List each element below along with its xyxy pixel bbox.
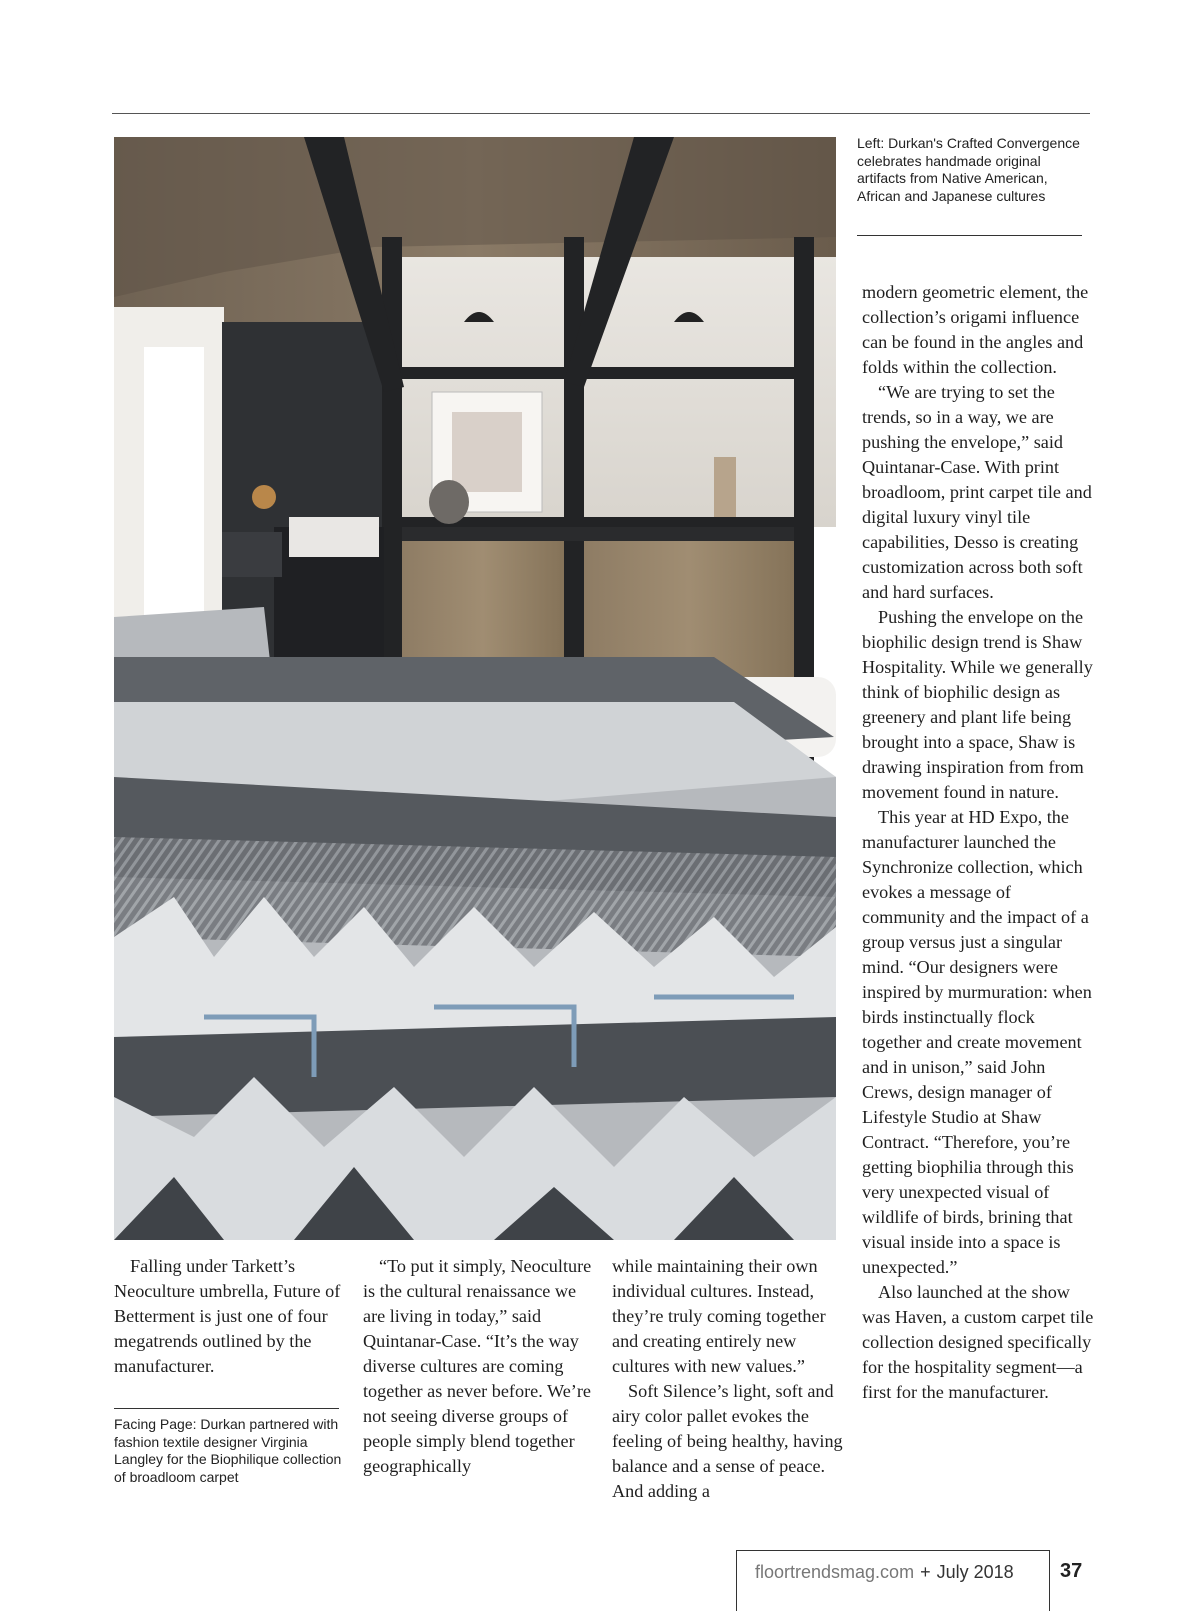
paragraph: “To put it simply, Neoculture is the cultural renaissance we are living in today,” said Quintanar-Case. “It’s the way diverse cultures are coming together as never before. We’re not seeing diverse groups of people simply blend together geographically (363, 1256, 592, 1476)
text-column-2 (363, 1254, 597, 1479)
paragraph: Also launched at the show was Haven, a custom carpet tile collection designed specifically for the hospitality segment—a first for the manufacturer. (862, 1282, 1094, 1402)
paragraph: Soft Silence’s light, soft and airy color pallet evokes the feeling of being healthy, having balance and a sense of peace. And adding a (612, 1381, 843, 1501)
footer-separator: + (920, 1562, 931, 1582)
paragraph: Pushing the envelope on the biophilic design trend is Shaw Hospitality. While we generally think of biophilic design as greenery and plant life being brought into a space, Shaw is drawing inspiration from from movement found in nature. (862, 607, 1093, 802)
footer-site[interactable]: floortrendsmag.com (755, 1562, 915, 1582)
top-rule (112, 113, 1090, 114)
paragraph: while maintaining their own individual cultures. Instead, they’re truly coming together and creating entirely new cultures with new values.” (612, 1256, 826, 1376)
paragraph: Falling under Tarkett’s Neoculture umbrella, Future of Betterment is just one of four megatrends outlined by the manufacturer. (114, 1256, 341, 1376)
text-column-4 (862, 280, 1098, 1405)
paragraph: This year at HD Expo, the manufacturer launched the Synchronize collection, which evokes a message of community and the impact of a group versus just a singular mind. “Our designers were inspired by murmuration: when birds instinctually flock together and create movement and in unison,” said John Crews, design manager of Lifestyle Studio at Shaw Contract. “Therefore, you’re getting biophilia through this very unexpected visual of wildlife of birds, brining that visual inside into a space is unexpected.” (862, 807, 1092, 1277)
page-number: 37 (1060, 1560, 1083, 1582)
caption-rule (857, 235, 1082, 236)
footer (755, 1562, 1014, 1583)
text-column-1 (114, 1254, 348, 1379)
photo-caption-left-image: Left: Durkan's Crafted Convergence celebrates handmade original artifacts from Native American, African and Japanese cultures (857, 135, 1080, 204)
photo-caption-facing-page: Facing Page: Durkan partnered with fashion textile designer Virginia Langley for the Biophilique collection of broadloom carpet (114, 1416, 342, 1485)
paragraph: “We are trying to set the trends, so in a way, we are pushing the envelope,” said Quintanar-Case. With print broadloom, print carpet tile and digital luxury vinyl tile capabilities, Desso is creating customization across both soft and hard surfaces. (862, 382, 1092, 602)
bedroom-carpet-photo (114, 137, 836, 1240)
paragraph: modern geometric element, the collection’s origami influence can be found in the angles and folds within the collection. (862, 282, 1089, 377)
text-column-3 (612, 1254, 850, 1504)
footer-date: July 2018 (936, 1562, 1014, 1582)
caption-rule (114, 1408, 339, 1409)
